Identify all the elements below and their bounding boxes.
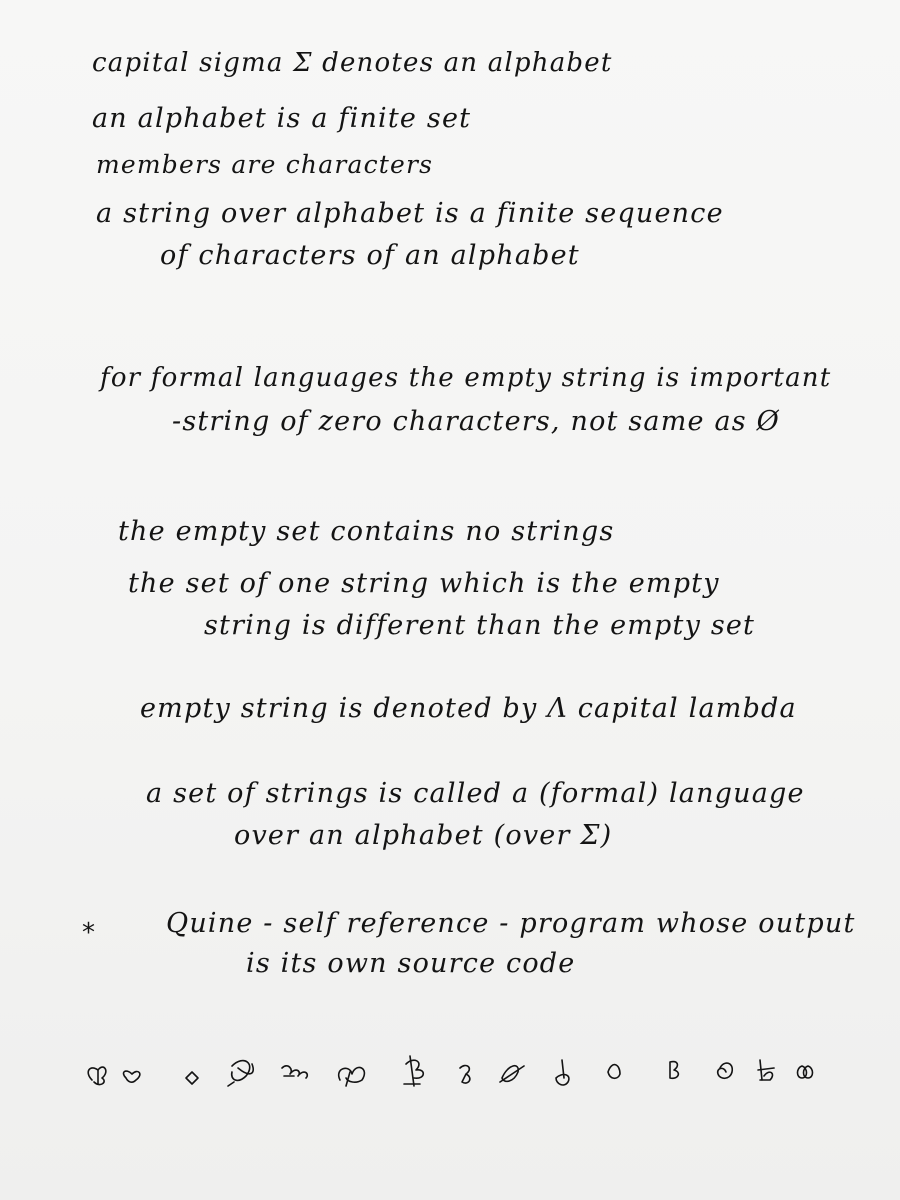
doodle-icon	[186, 1072, 198, 1084]
note-line: a set of strings is called a (formal) language	[146, 778, 805, 809]
doodle-icon	[798, 1066, 813, 1078]
note-line: the empty set contains no strings	[118, 516, 615, 547]
note-line: the set of one string which is the empty	[128, 568, 720, 599]
doodle-icon	[500, 1066, 524, 1082]
note-line: a string over alphabet is a finite sequence	[96, 198, 724, 229]
doodle-icon	[124, 1071, 140, 1082]
doodle-icon	[460, 1066, 470, 1084]
note-line: of characters of an alphabet	[160, 240, 580, 271]
doodle-icon	[228, 1061, 253, 1086]
doodle-icon	[404, 1056, 423, 1086]
doodle-icon	[718, 1063, 733, 1078]
note-line: is its own source code	[246, 948, 576, 979]
doodle-icon	[88, 1067, 106, 1085]
doodle-icon	[339, 1067, 365, 1086]
doodle-icon	[556, 1060, 569, 1085]
note-line: -string of zero characters, not same as Ø	[172, 406, 780, 437]
doodle-icon	[608, 1065, 620, 1079]
note-line: Quine - self reference - program whose output	[166, 908, 856, 939]
note-line: empty string is denoted by Λ capital lambda	[140, 693, 797, 724]
asterisk-marker: *	[82, 918, 95, 948]
note-line: capital sigma Σ denotes an alphabet	[92, 48, 613, 78]
doodle-icon	[670, 1062, 678, 1079]
note-line: members are characters	[96, 150, 434, 179]
note-line: string is different than the empty set	[204, 610, 756, 641]
note-line: over an alphabet (over Σ)	[234, 820, 613, 851]
note-line: for formal languages the empty string is important	[100, 363, 832, 393]
doodle-row	[80, 1038, 820, 1088]
note-line: an alphabet is a finite set	[92, 103, 472, 134]
doodle-icon	[758, 1060, 774, 1080]
doodle-icon	[282, 1066, 307, 1078]
